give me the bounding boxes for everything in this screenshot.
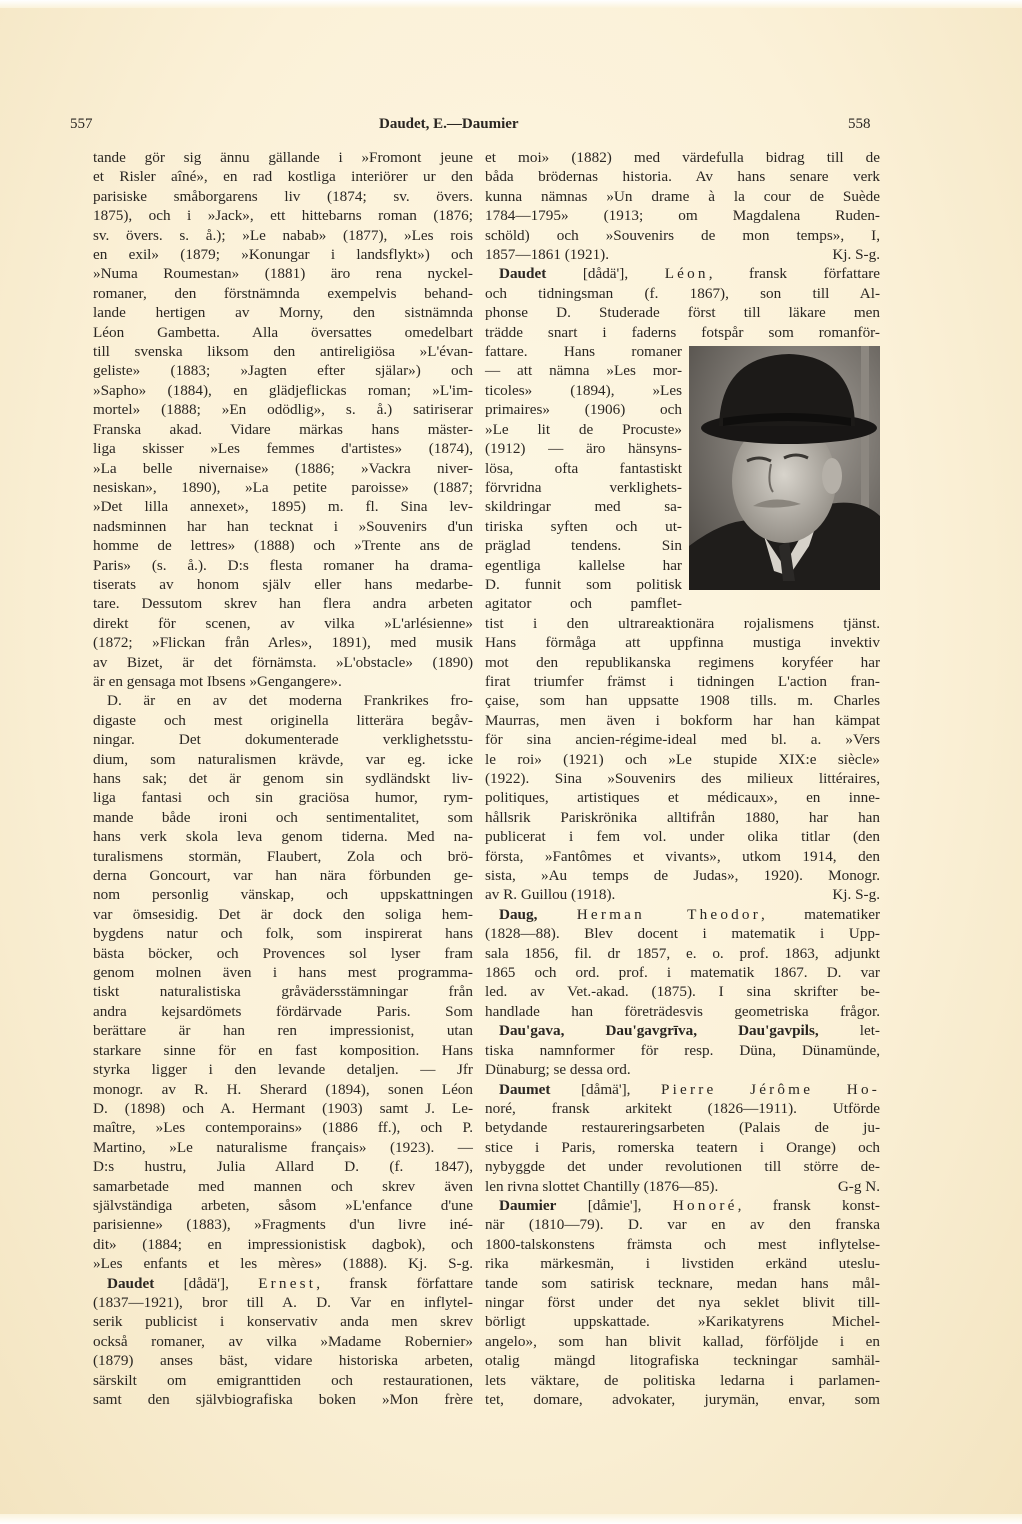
text-line: kunna nämnas »Un drame à la cour de Suède <box>485 187 880 205</box>
text-line: nesiskan», 1890), »La petite paroisse» (1887; <box>93 478 473 496</box>
text-line: liga fantasi och sin graciösa humor, rym- <box>93 789 473 807</box>
text-line: mande både ironi och sentimentalitet, som <box>93 808 473 826</box>
page-number-left: 557 <box>70 116 93 132</box>
text-line: tande gör sig ännu gällande i »Fromont jeune <box>93 149 473 166</box>
text-line: et moi» (1882) med värdefulla bidrag till de <box>485 149 880 166</box>
text-line: phonse D. Studerade först till läkare men <box>485 304 880 322</box>
text-line: hans verk skola leva genom tiderna. Med na- <box>93 828 473 846</box>
text-line: ticoles» (1894), »Les <box>485 381 682 399</box>
headword: Daumet <box>499 1080 551 1098</box>
text-line-with-signature: »Les enfants et les mères» (1888). Kj. S-g. <box>93 1255 473 1273</box>
text-line: ningar. Det dokumenterade verklighetsstu- <box>93 731 473 749</box>
text-line: »Det lilla annexet», 1895) m. fl. Sina lev- <box>93 498 473 516</box>
text-line: 1800-talskonstens främsta och mest inflytelse- <box>485 1235 880 1253</box>
text-line: angelo», som han blivit kallad, förföljde i en <box>485 1332 880 1350</box>
alphonse-continuation-paragraph <box>93 148 473 691</box>
text-line: (1828—88). Blev docent i matematik i Upp- <box>485 925 880 943</box>
portrait-image <box>689 346 880 590</box>
text-line-with-signature <box>485 885 880 904</box>
text-line: »La belle nivernaise» (1886; »Vackra niver- <box>93 459 473 477</box>
text-line: noré, fransk arkitekt (1826—1911). Utförde <box>485 1099 880 1117</box>
text-line: et Risler aîné», en rad kostliga interiörer ur den <box>93 168 473 186</box>
given-name: Ernest <box>258 1274 317 1292</box>
given-name: Pierre Jérôme Ho- <box>660 1080 881 1098</box>
running-header <box>0 112 1022 136</box>
paper-edge-bottom <box>0 1514 1022 1524</box>
text-line: dium, som naturalismen krävde, var eg. icke <box>93 750 473 768</box>
given-name: Léon <box>664 265 709 283</box>
text-line: stice i Paris, romerska teatern i Orange) och <box>485 1138 880 1156</box>
text-line: sala 1856, fil. dr 1857, e. o. prof. 1863, adjunkt <box>485 944 880 962</box>
text-line: digaste och mest originella litterära begåv- <box>93 711 473 729</box>
text-line: för sina ancien-régime-ideal med bl. a. »Vers <box>485 731 880 749</box>
text-line: liga skisser »Les femmes d'artistes» (1874), <box>93 440 473 458</box>
text-line: präglad tendens. Sin <box>485 537 682 555</box>
text-line: nom personlig vänskap, och uppskattningen <box>93 886 473 904</box>
headword: Daug, <box>499 905 538 923</box>
text-line: ningar först under det nya seklet blivit till- <box>485 1293 880 1311</box>
text-line: nadsminnen har han tecknat i »Souvenirs d'un <box>93 517 473 535</box>
entry-first-line <box>485 1021 880 1040</box>
author-signature: G-g N. <box>837 1177 880 1195</box>
text-line: hållsrik Pariskrönika alltifrån 1880, har han <box>485 808 880 826</box>
text-line: när (1810—79). D. var en av den franska <box>485 1216 880 1234</box>
text: 1857—1861 (1921). <box>485 246 610 264</box>
entry-daugava <box>485 1021 880 1079</box>
text-line: samarbetade med mannen och skrev även <box>93 1177 473 1195</box>
text-line: parisiske småborgarens liv (1874; sv. övers. <box>93 187 473 205</box>
text-line: första, »Fantômes et vivants», utkom 1914, den <box>485 847 880 865</box>
text-line: publicerat i fem vol. under olika titlar (den <box>485 828 880 846</box>
text-line: D. är en av det moderna Frankrikes fro- <box>107 692 473 710</box>
text-line: starkare sinne för en fast komposition. Hans <box>93 1041 473 1059</box>
text-line: självständiga arbeten, såsom »L'enfance d'une <box>93 1196 473 1214</box>
text-line: egentliga kallelse har <box>485 556 682 574</box>
entry-daudet-ernest <box>93 1274 473 1410</box>
text-line: »Le lit de Procuste» <box>485 420 682 438</box>
text-line: (1837—1921), bror till A. D. Var en inflytel- <box>93 1293 473 1311</box>
text-line: Maurras, men även i bokform har han kämpat <box>485 711 880 729</box>
entry-daumet <box>485 1080 880 1196</box>
entry-text: let- <box>818 1022 880 1040</box>
pronunciation: [dåmä'], <box>580 1080 631 1098</box>
text-line: firat triumfer främst i tidningen L'action fran- <box>485 672 880 690</box>
text-line: çaise, som han uppsatte 1908 tills. m. Charles <box>485 692 880 710</box>
text-line: 1865 och ord. prof. i matematik 1867. D. var <box>485 964 880 982</box>
text-line: mortel» (1888; »En odödlig», s. å.) satiriserar <box>93 401 473 419</box>
text-line: politiques, artistiques et médicaux», en inne- <box>485 789 880 807</box>
page-number-right: 558 <box>848 116 871 132</box>
author-signature: Kj. S-g. <box>832 246 880 264</box>
entry-first-line <box>485 1080 880 1099</box>
headword: Daumier <box>499 1196 557 1214</box>
text-line: (1879) anses bäst, vidare historiska arbeten, <box>93 1352 473 1370</box>
text-line-with-signature <box>485 245 880 264</box>
text-line: agitator och pamflet- <box>485 595 682 613</box>
text-line: trädde snart i faderns fotspår som romanför- <box>485 323 880 341</box>
text-line: (1922). Sina »Souvenirs des milieux littéraires, <box>485 770 880 787</box>
text-line: tiriska syften och ut- <box>485 517 682 535</box>
text-line: 1784—1795» (1913; om Magdalena Ruden- <box>485 207 880 225</box>
text-line: är en gensaga mot Ibsens »Gengangere». <box>93 672 342 690</box>
text-line-with-signature <box>485 1177 880 1196</box>
text: av R. Guillou (1918). <box>485 886 616 904</box>
text-line: och tidningsman (f. 1867), son till Al- <box>485 284 880 302</box>
text-line: homme de lettres» (1888) och »Trente ans de <box>93 537 473 555</box>
text-line: berättare är han ren impressionist, utan <box>93 1022 473 1040</box>
text-line: D. (1898) och A. Hermant (1903) samt J. Le- <box>93 1099 473 1117</box>
text-line: schöld) och »Souvenirs de mon temps», I, <box>485 226 880 244</box>
text-line: hans sak; det är genom sin sydländskt liv- <box>93 770 473 787</box>
text-line: Hans förmåga att uppfinna mustiga invektiv <box>485 634 880 652</box>
text-line: Martino, »Le naturalisme français» (1923). — <box>93 1138 473 1156</box>
text-line: maître, »Les contemporains» (1886 ff.), och P. <box>93 1119 473 1137</box>
text-line: »Numa Roumestan» (1881) äro rena nyckel- <box>93 265 473 283</box>
text-line: — att nämna »Les mor- <box>485 362 682 380</box>
text-line: särskilt om emigranttiden och restaurationen, <box>93 1371 473 1389</box>
entry-first-line <box>485 905 880 924</box>
text-line: tiskt naturalistiska gråvädersstämningar från <box>93 983 473 1001</box>
text-line: sista, »Au temps de Judas», 1920). Monogr. <box>485 867 880 885</box>
text-line: parisienne» (1883), »Fragments d'un livre iné- <box>93 1216 473 1234</box>
portrait-photo-leon-daudet <box>689 346 880 590</box>
text-line: bästa böcker, och Provences sol lyser fram <box>93 944 473 962</box>
text-line: turalismens stormän, Flaubert, Zola och brö- <box>93 847 473 865</box>
pronunciation: [dåmie'], <box>587 1196 642 1214</box>
pronunciation: [dådä'] <box>582 265 625 283</box>
text-line: lande hertigen av Morny, den sistnämnda <box>93 304 473 322</box>
pronunciation: [dådä'] <box>183 1274 226 1292</box>
text-line: monogr. av R. H. Sherard (1894), sonen Léon <box>93 1080 473 1098</box>
text-line: av Bizet, är det förnämsta. »L'obstacle» (1890) <box>93 653 473 671</box>
text-line: led. av Vet.-akad. (1875). I sina skrifter be- <box>485 983 880 1001</box>
text-line: Franska akad. Vidare märkas hans mäster- <box>93 420 473 438</box>
text-line: dit» (1884; en impressionistisk dagbok), och <box>93 1235 473 1253</box>
headword: Daudet <box>499 265 547 283</box>
headword: Daudet <box>107 1274 155 1292</box>
right-column <box>485 148 880 1409</box>
text-line: Paris» (s. å.). D:s flesta romaner ha drama- <box>93 556 473 574</box>
running-title: Daudet, E.—Daumier <box>379 116 519 132</box>
text-line: bygdens natur och folk, som inspirerat hans <box>93 925 473 943</box>
text-line: lösa, ofta fantastiskt <box>485 459 682 477</box>
text: len rivna slottet Chantilly (1876—85). <box>485 1177 719 1195</box>
text-line: styrka ligger i den levande detaljen. — Jfr <box>93 1061 473 1079</box>
author-signature: Kj. S-g. <box>832 886 880 904</box>
text-line: »Sapho» (1884), en glädjeflickas roman; »L'im- <box>93 381 473 399</box>
text-line: handlade han företrädesvis geometriska frågor. <box>485 1002 880 1020</box>
text-line: Léon Gambetta. Alla översattes omedelbart <box>93 323 473 341</box>
text-line: serik publicist i konservativ anda men skrev <box>93 1313 473 1331</box>
text-line: le roi» (1921) och »Le stupide XIX:e siècle» <box>485 750 880 768</box>
text-line: samt den självbiografiska boken »Mon frère <box>93 1391 473 1408</box>
text-line: nybyggde det under revolutionen till större de- <box>485 1158 880 1176</box>
entry-text: , fransk konst- <box>737 1196 880 1214</box>
text-line: en exil» (1879; »Konungar i landsflykt») och <box>93 246 473 264</box>
text-line: tet, domare, advokater, jurymän, envar, som <box>485 1391 880 1408</box>
given-name: Honoré <box>672 1196 738 1214</box>
text-line: primaires» (1906) och <box>485 401 682 419</box>
entry-daug <box>485 905 880 1021</box>
text-line: 1875), och i »Jack», ett hittebarns roman (1876; <box>93 207 473 225</box>
text-line: D:s hustru, Julia Allard D. (f. 1847), <box>93 1158 473 1176</box>
entry-daumier <box>485 1196 880 1409</box>
text-line: D. funnit som politisk <box>485 575 682 593</box>
text-line: tiserats av honom själv eller hans medarbe- <box>93 575 473 593</box>
entry-text: , matematiker <box>760 905 881 923</box>
entry-first-line: Daudet [dådä'], Léon, fransk författare <box>499 265 881 283</box>
text-line: var ömsesidig. Det är dock den soliga hem- <box>93 905 473 923</box>
text-line: tande som satirisk tecknare, medan hans mål- <box>485 1274 880 1292</box>
text-line: derna Goncourt, var han nära förbunden ge- <box>93 867 473 885</box>
entry-first-line <box>485 1196 880 1215</box>
text-line: rika märkesmän, i livstiden erkänd uteslu- <box>485 1255 880 1273</box>
text-line: lets väktare, de politiska ledarna i parlamen- <box>485 1371 880 1389</box>
text-line: båda brödernas historia. Av hans senare verk <box>485 168 880 186</box>
alphonse-assessment-paragraph-body <box>93 711 473 1274</box>
text-line: förvridna verklighets- <box>485 478 682 496</box>
text-line: betydande restaureringsarbeten (Palais de ju- <box>485 1119 880 1137</box>
text-line: andra kejsardömets fördärvade Paris. Som <box>93 1002 473 1020</box>
text-line: också romaner, av vilka »Madame Robernier» <box>93 1332 473 1350</box>
text-line: tist i den ultrareaktionära rojalismens tjänst. <box>485 614 880 632</box>
text-line: direkt för scenen, av vilka »L'arlésienne» <box>93 614 473 632</box>
text-line: (1912) — äro hänsyns- <box>485 440 682 458</box>
paper-edge-top <box>0 0 1022 8</box>
entry-text: , fransk författare <box>316 1274 474 1292</box>
text-line: sv. övers. s. å.); »Le nabab» (1877), »Les rois <box>93 226 473 244</box>
given-name: Herman Theodor <box>576 905 761 923</box>
text-line: geliste» (1883; »Jagten efter själar») och <box>93 362 473 380</box>
text-line: (1872; »Flickan från Arles», 1891), med musik <box>93 634 473 652</box>
text-line: börligt uppskattade. »Karikatyrens Michel- <box>485 1313 880 1331</box>
text-line: fattare. Hans romaner <box>485 343 682 361</box>
left-column <box>93 148 473 1409</box>
alphonse-assessment-paragraph <box>93 691 473 710</box>
text-line: tare. Dessutom skrev han flera andra arbeten <box>93 595 473 613</box>
text-line: mot den republikanska regimens koryféer har <box>485 653 880 671</box>
entry-first-line: Daudet [dådä'], Ernest, fransk författare <box>107 1274 474 1292</box>
text-line: otalig mängd litografiska teckningar samhäl- <box>485 1352 880 1370</box>
text-line: Dünaburg; se dessa ord. <box>485 1061 631 1079</box>
text-line: skildringar med sa- <box>485 498 682 516</box>
text-line: genom molnen även i hans mest programma- <box>93 964 473 982</box>
text-line: tiska namnformer för resp. Düna, Dünamünde, <box>485 1041 880 1059</box>
text-line: romaner, den förstnämnda exempelvis behand- <box>93 284 473 302</box>
entry-text: , fransk författare <box>708 265 881 283</box>
ernest-continuation-paragraph <box>485 148 880 264</box>
headword: Dau'gava, Dau'gavgrīva, Dau'gavpils, <box>499 1022 819 1040</box>
text-line: till svenska liksom den antireligiösa »L'évan- <box>93 343 473 361</box>
